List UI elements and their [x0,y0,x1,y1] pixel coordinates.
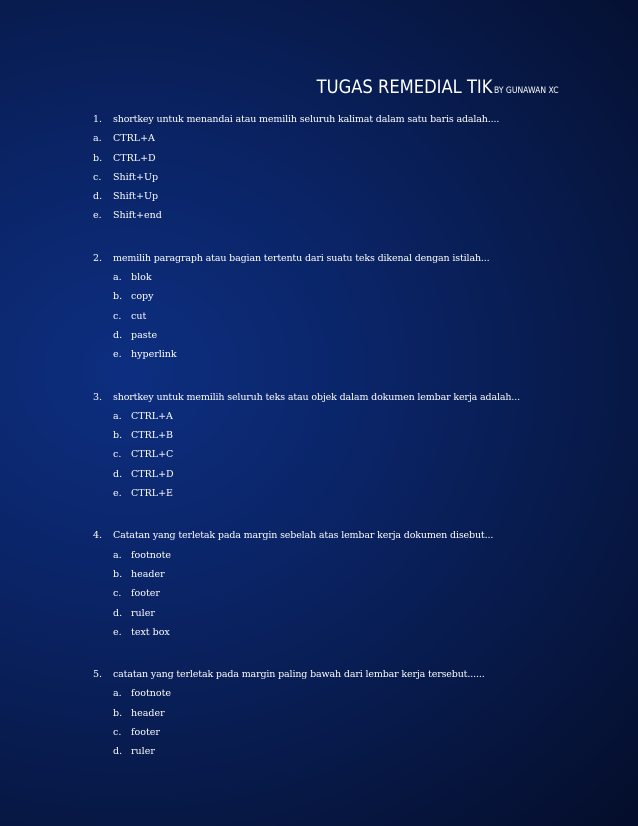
option-letter: a. [113,688,122,700]
option-text: copy [131,291,154,303]
option-item [0,168,638,187]
option-letter: d. [113,607,123,619]
option-text: footer [131,588,160,600]
option-letter: b. [113,707,123,719]
option-letter: e. [113,349,122,361]
option-text: ruler [131,746,155,758]
option-letter: a. [113,272,122,284]
question-row [0,665,638,684]
option-text: Shift+Up [113,191,159,203]
option-item [0,742,638,761]
option-item [0,407,638,426]
question-number: 2. [93,252,103,264]
option-letter: d. [93,191,103,203]
option-text: CTRL+C [131,449,174,461]
option-item [0,345,638,364]
option-text: footnote [131,549,172,561]
option-letter: b. [113,568,123,580]
option-item [0,206,638,225]
option-text: CTRL+E [131,488,173,500]
option-text: CTRL+D [131,468,174,480]
question-row [0,526,638,545]
option-item [0,426,638,445]
option-text: Shift+Up [113,171,159,183]
option-text: header [131,568,165,580]
question-1 [0,110,638,226]
option-letter: c. [113,588,122,600]
option-text: paste [131,329,158,341]
option-letter: b. [93,152,103,164]
question-5 [0,665,638,761]
option-text: cut [131,310,147,322]
option-letter: a. [113,410,122,422]
option-text: footnote [131,688,172,700]
question-text: shortkey untuk menandai atau memilih seluruh kalimat dalam satu baris adalah.... [113,114,500,125]
option-text: CTRL+B [131,430,174,442]
option-letter: c. [113,449,122,461]
question-number: 4. [93,530,103,542]
option-letter: c. [113,727,122,739]
option-letter: c. [93,171,102,183]
option-text: blok [131,272,152,284]
question-row [0,249,638,268]
option-text: hyperlink [131,349,177,361]
question-number: 1. [93,114,103,125]
page-title: TUGAS REMEDIAL TIK [316,76,493,98]
option-item [0,268,638,287]
option-text: CTRL+A [113,133,155,145]
question-4 [0,526,638,642]
question-3 [0,388,638,504]
option-letter: c. [113,310,122,322]
option-text: CTRL+A [131,410,173,422]
option-letter: e. [113,626,122,638]
question-text: memilih paragraph atau bagian tertentu dari suatu teks dikenal dengan istilah... [113,252,490,264]
option-item [0,604,638,623]
question-row [0,110,638,129]
option-item [0,546,638,565]
option-letter: a. [93,133,102,145]
option-item [0,584,638,603]
option-item [0,287,638,306]
option-item [0,445,638,464]
option-item [0,307,638,326]
question-2 [0,249,638,365]
question-row [0,388,638,407]
page-subtitle: BY GUNAWAN XC [494,86,559,96]
option-item [0,565,638,584]
option-text: CTRL+D [113,152,156,164]
option-letter: e. [113,488,122,500]
option-text: footer [131,727,160,739]
question-number: 3. [93,391,103,403]
option-text: ruler [131,607,155,619]
question-number: 5. [93,669,103,681]
question-text: catatan yang terletak pada margin paling bawah dari lembar kerja tersebut...... [113,669,485,681]
option-item [0,187,638,206]
document-title [288,76,566,98]
option-item [0,484,638,503]
option-text: header [131,707,165,719]
option-text: text box [131,626,170,638]
question-text: shortkey untuk memilih seluruh teks atau objek dalam dokumen lembar kerja adalah... [113,391,520,403]
option-letter: d. [113,468,123,480]
option-item [0,723,638,742]
option-item [0,465,638,484]
option-item [0,684,638,703]
option-text: Shift+end [113,210,162,222]
option-letter: a. [113,549,122,561]
question-text: Catatan yang terletak pada margin sebelah atas lembar kerja dokumen disebut... [113,530,494,542]
option-letter: b. [113,291,123,303]
option-item [0,129,638,148]
option-letter: d. [113,746,123,758]
option-letter: e. [93,210,102,222]
option-item [0,149,638,168]
option-item [0,623,638,642]
question-list [0,110,638,785]
option-letter: b. [113,430,123,442]
option-item [0,326,638,345]
option-item [0,704,638,723]
option-letter: d. [113,329,123,341]
